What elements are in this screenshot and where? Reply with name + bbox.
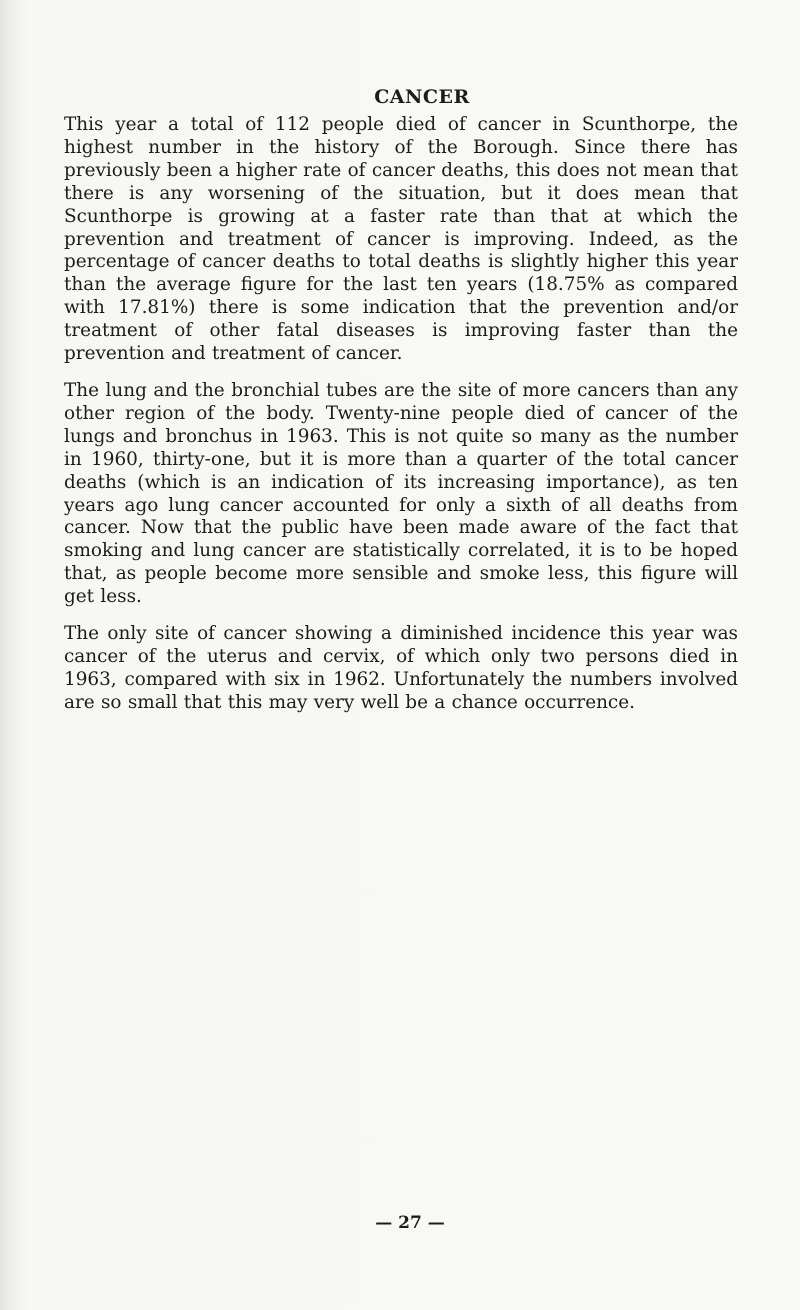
paragraph-total-deaths: This year a total of 112 people died of cancer in Scunthorpe, the highest number in the history of the Borough. Since there has previously been a higher rate of cancer deaths, this does not mean that there is any worsening of the situation, but it does mean that Scunthorpe is growing at a faster rate than that at which the prevention and treatment of cancer is improving. Indeed, as the percentage of cancer deaths to total deaths is slightly higher this year than the average figure for the last ten years (18.75% as compared with 17.81%) there is some indication that the prevention and/or treatment of other fatal diseases is improving faster than the prevention and treatment of cancer. bbox=[64, 114, 738, 365]
page-number: — 27 — bbox=[375, 1213, 445, 1233]
page-title: CANCER bbox=[374, 86, 470, 108]
paragraph-lung-cancer: The lung and the bronchial tubes are the site of more cancers than any other region of the body. Twenty-nine people died of cancer of the lungs and bronchus in 1963. This is not quite so many as the number in 1960, thirty-one, but it is more than a quarter of the total cancer deaths (which is an indication of its increasing importance), as ten years ago lung cancer accounted for only a sixth of all deaths from cancer. Now that the public have been made aware of the fact that smoking and lung cancer are statistically correlated, it is to be hoped that, as people become more sensible and smoke less, this figure will get less. bbox=[64, 379, 738, 608]
paragraph-uterus-cervix: The only site of cancer showing a diminished incidence this year was cancer of the uterus and cervix, of which only two persons died in 1963, compared with six in 1962. Unfortunately the numbers involved are so small that this may very well be a chance occurrence. bbox=[64, 623, 738, 713]
document-body bbox=[64, 86, 738, 729]
